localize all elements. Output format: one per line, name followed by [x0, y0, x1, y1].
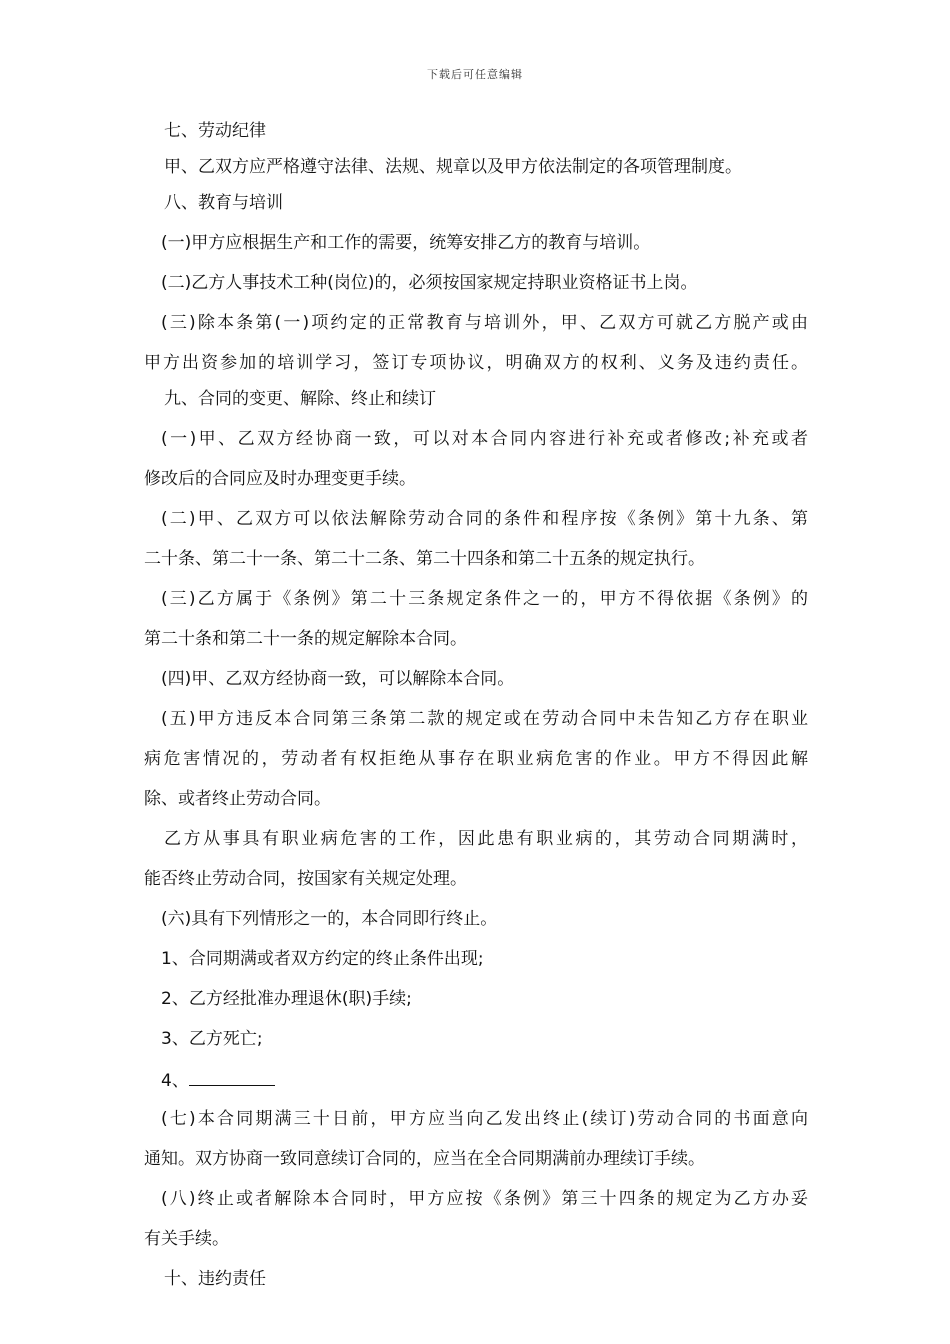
list-item: 2、乙方经批准办理退休(职)手续; [161, 989, 412, 1009]
paragraph-line: (三)乙方属于《条例》第二十三条规定条件之一的，甲方不得依据《条例》的 [161, 589, 808, 609]
list-item: 3、乙方死亡; [161, 1029, 263, 1049]
page-header-note: 下载后可任意编辑 [427, 68, 523, 81]
paragraph-line: (七)本合同期满三十日前，甲方应当向乙发出终止(续订)劳动合同的书面意向 [161, 1109, 808, 1129]
paragraph-line: (一)甲、乙双方经协商一致，可以对本合同内容进行补充或者修改;补充或者 [161, 429, 808, 449]
section-heading-breach-liability: 十、违约责任 [164, 1269, 266, 1289]
paragraph-line: 甲方出资参加的培训学习，签订专项协议，明确双方的权利、义务及违约责任。 [144, 353, 808, 373]
section-heading-education-training: 八、教育与培训 [164, 193, 283, 213]
paragraph-line: 修改后的合同应及时办理变更手续。 [144, 469, 416, 489]
fill-in-blank-line [189, 1068, 275, 1086]
list-item: 1、合同期满或者双方约定的终止条件出现; [161, 949, 484, 969]
paragraph: (二)乙方人事技术工种(岗位)的，必须按国家规定持职业资格证书上岗。 [161, 273, 698, 293]
paragraph-line: 二十条、第二十一条、第二十二条、第二十四条和第二十五条的规定执行。 [144, 549, 705, 569]
section-heading-contract-changes: 九、合同的变更、解除、终止和续订 [164, 389, 436, 409]
list-item-blank [144, 1068, 808, 1091]
paragraph: (一)甲方应根据生产和工作的需要，统筹安排乙方的教育与培训。 [161, 233, 651, 253]
section-heading-labor-discipline: 七、劳动纪律 [164, 121, 266, 141]
list-item-number: 4、 [161, 1071, 189, 1091]
paragraph-line: 除、或者终止劳动合同。 [144, 789, 331, 809]
paragraph-line: 通知。双方协商一致同意续订合同的，应当在全合同期满前办理续订手续。 [144, 1149, 705, 1169]
paragraph-line: 有关手续。 [144, 1229, 229, 1249]
paragraph: 甲、乙双方应严格遵守法律、法规、规章以及甲方依法制定的各项管理制度。 [164, 157, 742, 177]
paragraph: (四)甲、乙双方经协商一致，可以解除本合同。 [161, 669, 515, 689]
paragraph: (六)具有下列情形之一的，本合同即行终止。 [161, 909, 498, 929]
paragraph-line: (二)甲、乙双方可以依法解除劳动合同的条件和程序按《条例》第十九条、第 [161, 509, 808, 529]
paragraph-line: 乙方从事具有职业病危害的工作，因此患有职业病的，其劳动合同期满时， [164, 829, 808, 849]
paragraph-line: (八)终止或者解除本合同时，甲方应按《条例》第三十四条的规定为乙方办妥 [161, 1189, 808, 1209]
document-body [144, 120, 808, 1291]
paragraph-line: (三)除本条第(一)项约定的正常教育与培训外，甲、乙双方可就乙方脱产或由 [161, 313, 808, 333]
paragraph-line: 能否终止劳动合同，按国家有关规定处理。 [144, 869, 467, 889]
paragraph-line: 病危害情况的，劳动者有权拒绝从事存在职业病危害的作业。甲方不得因此解 [144, 749, 808, 769]
paragraph-line: 第二十条和第二十一条的规定解除本合同。 [144, 629, 467, 649]
paragraph-line: (五)甲方违反本合同第三条第二款的规定或在劳动合同中未告知乙方存在职业 [161, 709, 808, 729]
